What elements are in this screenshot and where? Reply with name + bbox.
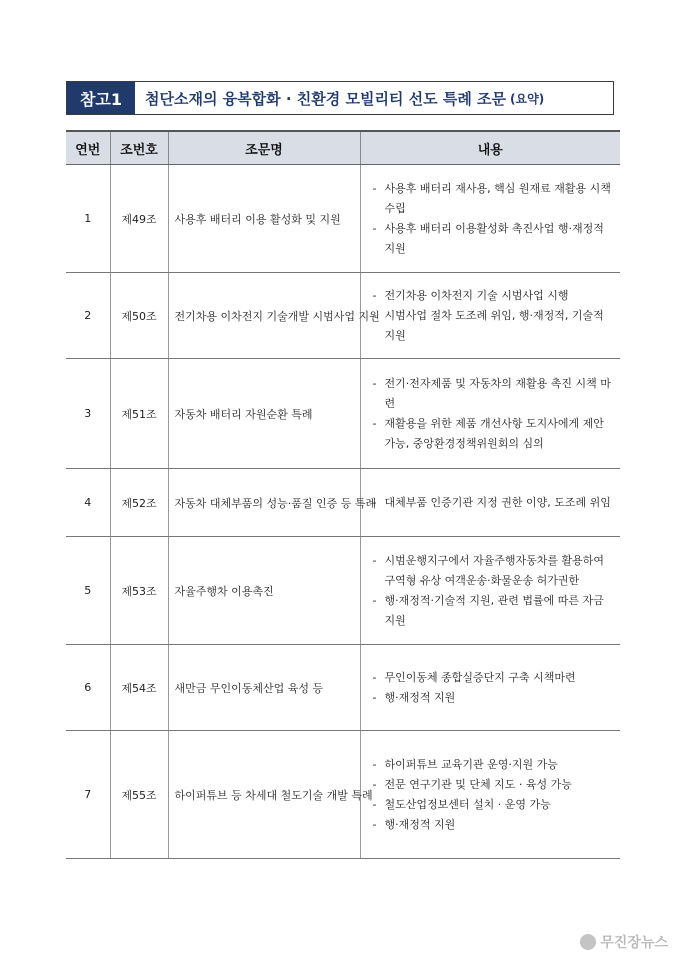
table-row [66, 645, 620, 731]
content-list [365, 374, 617, 454]
row-article: 제52조 [110, 469, 168, 537]
content-item: - 전기·전자제품 및 자동차의 재활용 촉진 시책 마련 [373, 374, 613, 414]
row-name: 자동차 대체부품의 성능·품질 인증 등 특례 [168, 469, 360, 537]
row-content [360, 165, 620, 273]
row-number: 5 [66, 537, 110, 645]
content-item: - 사용후 배터리 재사용, 핵심 원재료 재활용 시책 수립 [373, 179, 613, 219]
content-item: - 무인이동체 종합실증단지 구축 시책마련 [373, 668, 613, 688]
header-article: 조번호 [110, 131, 168, 165]
row-name: 하이퍼튜브 등 차세대 철도기술 개발 특례 [168, 731, 360, 859]
row-number: 3 [66, 359, 110, 469]
row-article: 제54조 [110, 645, 168, 731]
content-item: - 행·재정적 지원 [373, 688, 613, 708]
content-item: - 시범사업 절차 도조례 위임, 행·재정적, 기술적 지원 [373, 306, 613, 346]
row-article: 제49조 [110, 165, 168, 273]
row-name: 전기차용 이차전지 기술개발 시범사업 지원 [168, 273, 360, 359]
row-article: 제50조 [110, 273, 168, 359]
content-item: - 대체부품 인증기관 지정 권한 이양, 도조례 위임 [373, 493, 613, 513]
table-row [66, 165, 620, 273]
row-content [360, 273, 620, 359]
row-article: 제53조 [110, 537, 168, 645]
title-box [66, 81, 614, 115]
row-name: 자동차 배터리 자원순환 특례 [168, 359, 360, 469]
content-list [365, 668, 617, 708]
row-number: 1 [66, 165, 110, 273]
table-header-row [66, 131, 620, 165]
row-article: 제51조 [110, 359, 168, 469]
row-number: 4 [66, 469, 110, 537]
content-item: - 사용후 배터리 이용활성화 촉진사업 행·재정적 지원 [373, 219, 613, 259]
table-row [66, 537, 620, 645]
articles-table [66, 130, 620, 859]
content-item: - 행·재정적 지원 [373, 815, 613, 835]
content-list [365, 179, 617, 259]
row-content [360, 537, 620, 645]
table-row [66, 273, 620, 359]
content-list [365, 286, 617, 346]
title-main: 첨단소재의 융복합화 · 친환경 모빌리티 선도 특례 조문 [145, 89, 507, 108]
row-content [360, 359, 620, 469]
title-tag: 참고1 [67, 82, 135, 114]
row-number: 2 [66, 273, 110, 359]
content-item: - 전기차용 이차전지 기술 시범사업 시행 [373, 286, 613, 306]
table-row [66, 469, 620, 537]
content-item: - 재활용을 위한 제품 개선사항 도지사에게 제안 가능, 중앙환경정책위원회의 심의 [373, 414, 613, 454]
content-list [365, 551, 617, 631]
document-title [135, 82, 613, 114]
watermark-logo-icon [580, 934, 596, 950]
row-number: 6 [66, 645, 110, 731]
table-row [66, 731, 620, 859]
row-name: 사용후 배터리 이용 활성화 및 지원 [168, 165, 360, 273]
content-list [365, 755, 617, 835]
content-item: - 시범운행지구에서 자율주행자동차를 활용하여 구역형 유상 여객운송·화물운송 허가권한 [373, 551, 613, 591]
row-name: 자율주행차 이용촉진 [168, 537, 360, 645]
row-number: 7 [66, 731, 110, 859]
header-no: 연번 [66, 131, 110, 165]
row-article: 제55조 [110, 731, 168, 859]
content-item: - 전문 연구기관 및 단체 지도 · 육성 가능 [373, 775, 613, 795]
watermark [580, 932, 668, 952]
header-name: 조문명 [168, 131, 360, 165]
title-sub: (요약) [510, 91, 545, 106]
row-content [360, 645, 620, 731]
content-item: - 철도산업정보센터 설치 · 운영 가능 [373, 795, 613, 815]
content-list [365, 493, 617, 513]
header-content: 내용 [360, 131, 620, 165]
watermark-text: 무진장뉴스 [600, 935, 668, 951]
content-item: - 하이퍼튜브 교육기관 운영·지원 가능 [373, 755, 613, 775]
row-content [360, 731, 620, 859]
row-content [360, 469, 620, 537]
content-item: - 행·재정적·기술적 지원, 관련 법률에 따른 자금 지원 [373, 591, 613, 631]
table-row [66, 359, 620, 469]
row-name: 새만금 무인이동체산업 육성 등 [168, 645, 360, 731]
